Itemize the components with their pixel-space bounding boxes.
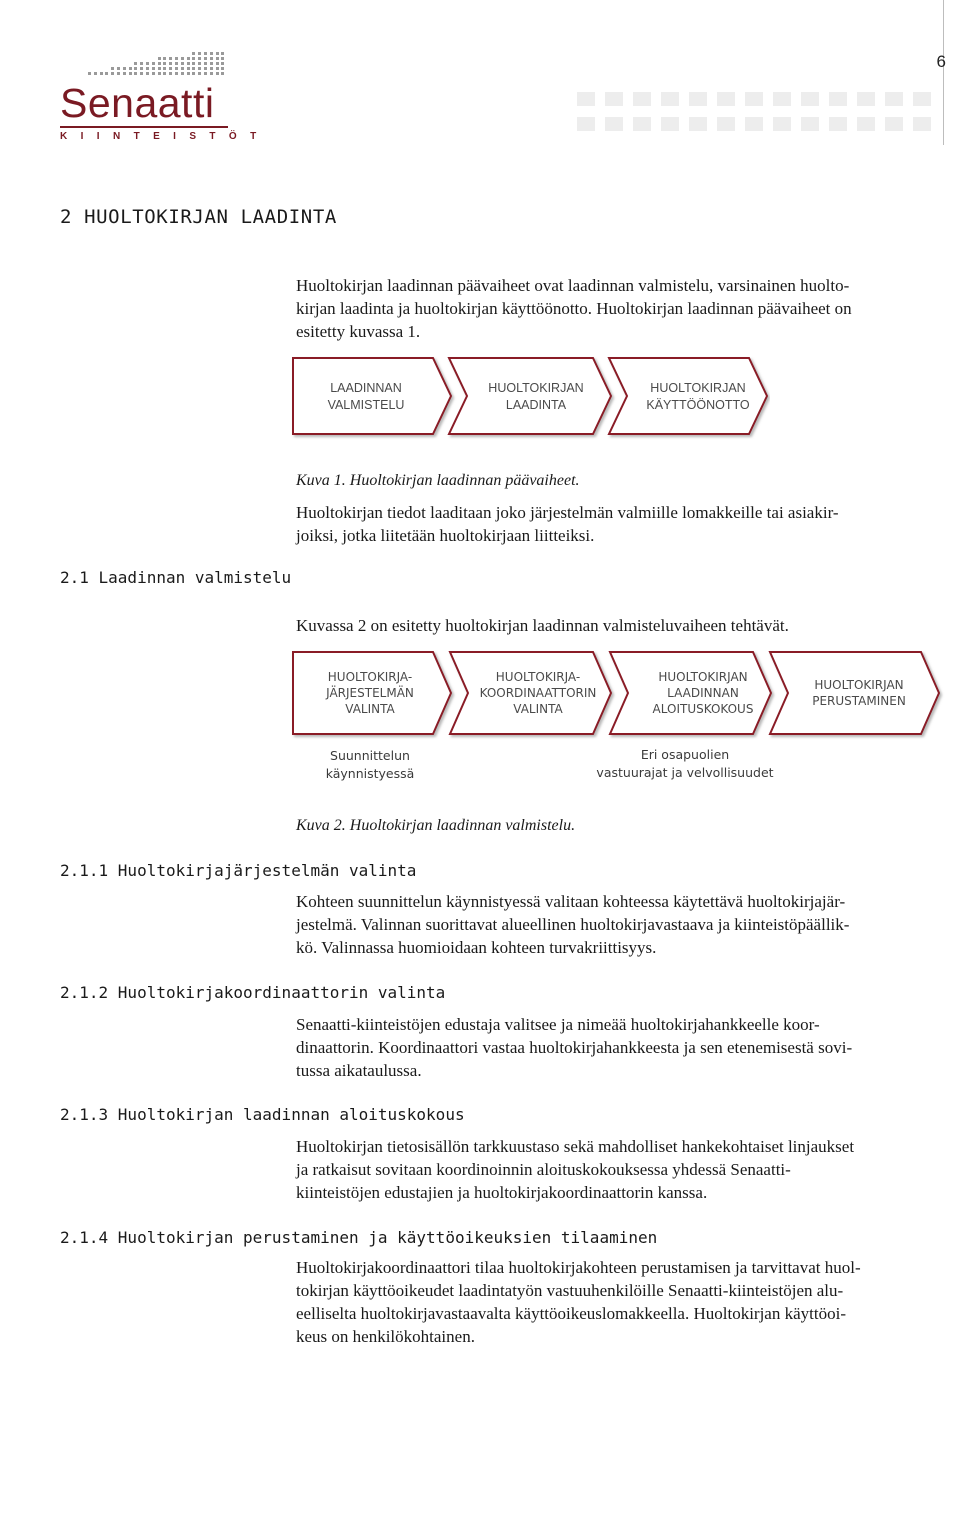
logo-dot	[181, 57, 184, 60]
text-line: eelliselta huoltokirjavastaavalta käyttöoikeuslomakkeella. Huoltokirjan käyttöoi-	[296, 1304, 846, 1323]
decoration-square	[661, 92, 679, 106]
logo-dot	[221, 62, 224, 65]
logo-dot	[105, 72, 108, 75]
logo-brand: Senaatti	[60, 80, 215, 126]
logo-dot	[88, 72, 91, 75]
page-number: 6	[936, 52, 946, 71]
decoration-square	[577, 92, 595, 106]
logo-dot	[221, 67, 224, 70]
text-line: Huoltokirjan tietosisällön tarkkuustaso sekä mahdolliset hankekohtaiset linjaukset	[296, 1137, 855, 1156]
figure1-step-2: HUOLTOKIRJAN LAADINTA	[488, 381, 584, 412]
figure2-step-4: HUOLTOKIRJAN PERUSTAMINEN	[812, 678, 906, 708]
header-divider-line	[943, 0, 944, 145]
text-line: keus on henkilökohtainen.	[296, 1327, 475, 1346]
logo-subtitle: KIINTEISTÖT	[60, 131, 270, 142]
logo-dot	[129, 72, 132, 75]
subsection-2-1-3-paragraph	[296, 1135, 948, 1204]
text-line: kö. Valinnassa huomioidaan kohteen turvakriittisyys.	[296, 938, 657, 957]
logo-dot	[198, 67, 201, 70]
decoration-square	[773, 92, 791, 106]
subsection-heading-2-1-2: 2.1.2 Huoltokirjakoordinaattorin valinta	[60, 983, 446, 1002]
logo-dot	[146, 72, 149, 75]
logo-dot	[198, 72, 201, 75]
subsection-heading-2-1-4: 2.1.4 Huoltokirjan perustaminen ja käyttöoikeuksien tilaaminen	[60, 1228, 658, 1247]
logo-dot	[216, 52, 219, 55]
logo-dot	[204, 52, 207, 55]
logo-dot	[204, 57, 207, 60]
logo-dot	[134, 72, 137, 75]
logo-dot	[192, 52, 195, 55]
logo-dot	[210, 67, 213, 70]
logo-dot	[198, 62, 201, 65]
subsection-2-1-1-paragraph	[296, 890, 948, 959]
decoration-square	[857, 117, 875, 131]
logo-dot	[210, 72, 213, 75]
logo-dot	[216, 72, 219, 75]
logo-dot	[198, 52, 201, 55]
header-decoration-pattern	[577, 92, 937, 132]
text-line: Huoltokirjan tiedot laaditaan joko järjestelmän valmiille lomakkeille tai asiakir-	[296, 503, 839, 522]
decoration-square	[633, 117, 651, 131]
logo-dot	[210, 52, 213, 55]
text-line: jestelmä. Valinnan suorittavat alueellinen huoltokirjavastaava ja kiinteistöpäällik-	[296, 915, 850, 934]
figure2-step-1: HUOLTOKIRJA- JÄRJESTELMÄN VALINTA	[326, 670, 414, 716]
logo-dot	[140, 72, 143, 75]
logo-dot	[221, 57, 224, 60]
logo-dot	[163, 67, 166, 70]
decoration-square	[885, 117, 903, 131]
decoration-square	[745, 92, 763, 106]
logo-dot	[146, 67, 149, 70]
text-line: Kohteen suunnittelun käynnistyessä valitaan kohteessa käytettävä huoltokirjajär-	[296, 892, 846, 911]
logo-dot	[163, 62, 166, 65]
logo-dot	[111, 72, 114, 75]
logo-dot	[152, 62, 155, 65]
logo-dot	[192, 62, 195, 65]
figure2-step-2: HUOLTOKIRJA- KOORDINAATTORIN VALINTA	[479, 670, 597, 716]
decoration-square	[605, 117, 623, 131]
figure2-note-right: Eri osapuolien vastuurajat ja velvollisuudet	[596, 747, 774, 780]
paragraph-after-figure1	[296, 501, 948, 547]
logo-dot	[181, 67, 184, 70]
subsection-2-1-4-paragraph	[296, 1256, 948, 1348]
logo-dot	[187, 67, 190, 70]
logo-dot	[216, 62, 219, 65]
decoration-square	[689, 117, 707, 131]
intro-paragraph	[296, 274, 948, 343]
figure2-note-left: Suunnittelun käynnistyessä	[325, 748, 415, 781]
logo-dot	[198, 57, 201, 60]
logo-dot	[111, 67, 114, 70]
text-line: joiksi, jotka liitetään huoltokirjaan liitteiksi.	[296, 526, 595, 545]
decoration-square	[885, 92, 903, 106]
figure1-step-1: LAADINNAN VALMISTELU	[327, 381, 405, 412]
decoration-square	[745, 117, 763, 131]
logo-dot	[187, 57, 190, 60]
logo-dot	[210, 62, 213, 65]
decoration-square	[829, 92, 847, 106]
logo-dot	[216, 57, 219, 60]
logo-dot	[169, 67, 172, 70]
logo-dot	[163, 57, 166, 60]
logo-dot	[204, 67, 207, 70]
text-line: kirjan laadinta ja huoltokirjan käyttöönotto. Huoltokirjan laadinnan päävaiheet on	[296, 299, 852, 318]
logo-dot	[204, 72, 207, 75]
logo-dot	[158, 62, 161, 65]
logo-underline	[60, 126, 228, 129]
logo-dot	[175, 67, 178, 70]
text-line: ja ratkaisut sovitaan koordinoinnin aloituskokouksessa yhdessä Senaatti-	[296, 1160, 791, 1179]
logo-dot	[140, 67, 143, 70]
decoration-square	[801, 92, 819, 106]
logo-dot	[187, 62, 190, 65]
subsection-heading-2-1-1: 2.1.1 Huoltokirjajärjestelmän valinta	[60, 861, 417, 880]
logo-dot	[210, 57, 213, 60]
subsection-heading-2-1-3: 2.1.3 Huoltokirjan laadinnan aloituskokous	[60, 1105, 465, 1124]
text-line: Huoltokirjakoordinaattori tilaa huoltokirjakohteen perustamisen ja tarvittavat huol-	[296, 1258, 861, 1277]
logo-dot	[123, 72, 126, 75]
figure2-step-3: HUOLTOKIRJAN LAADINNAN ALOITUSKOKOUS	[652, 670, 754, 716]
logo-dot	[152, 67, 155, 70]
decoration-square	[717, 117, 735, 131]
logo-dot	[175, 62, 178, 65]
text-line: Huoltokirjan laadinnan päävaiheet ovat laadinnan valmistelu, varsinainen huolto-	[296, 276, 850, 295]
text-line: kiinteistöjen edustajien ja huoltokirjakoordinaattorin kanssa.	[296, 1183, 708, 1202]
logo-dot	[181, 72, 184, 75]
decoration-square	[661, 117, 679, 131]
logo-dot	[134, 62, 137, 65]
logo-dot	[140, 62, 143, 65]
logo-dot	[169, 62, 172, 65]
decoration-square	[689, 92, 707, 106]
logo-dot	[192, 72, 195, 75]
figure1-step-3: HUOLTOKIRJAN KÄYTTÖÖNOTTO	[646, 381, 750, 412]
decoration-square	[605, 92, 623, 106]
section-heading-2-1: 2.1 Laadinnan valmistelu	[60, 568, 292, 587]
logo-dot	[192, 57, 195, 60]
decoration-square	[913, 92, 931, 106]
logo-dot	[175, 57, 178, 60]
logo-dot	[216, 67, 219, 70]
logo-dot	[221, 72, 224, 75]
text-line: esitetty kuvassa 1.	[296, 322, 421, 341]
logo-dot	[169, 57, 172, 60]
decoration-square	[577, 117, 595, 131]
logo-dot	[175, 72, 178, 75]
text-line: Senaatti-kiinteistöjen edustaja valitsee ja nimeää huoltokirjahankkeelle koor-	[296, 1015, 820, 1034]
decoration-square	[773, 117, 791, 131]
figure1-caption: Kuva 1. Huoltokirjan laadinnan päävaiheet.	[296, 472, 580, 489]
logo-dot	[204, 62, 207, 65]
decoration-square	[717, 92, 735, 106]
logo-dot	[146, 62, 149, 65]
logo-dot	[152, 72, 155, 75]
logo-dot	[123, 67, 126, 70]
text-line: tokirjan käyttöoikeudet laadintatyön vastuuhenkilöille Senaatti-kiinteistöjen alu-	[296, 1281, 844, 1300]
logo-dot	[181, 62, 184, 65]
logo-dot	[117, 67, 120, 70]
logo-dot	[129, 67, 132, 70]
logo-dot	[169, 72, 172, 75]
logo-dot	[158, 57, 161, 60]
logo-dot	[100, 72, 103, 75]
decoration-square	[857, 92, 875, 106]
logo-dot	[158, 72, 161, 75]
decoration-square	[633, 92, 651, 106]
text-line: tussa aikataulussa.	[296, 1061, 422, 1080]
logo-dot	[117, 72, 120, 75]
decoration-square	[913, 117, 931, 131]
text-line: dinaattorin. Koordinaattori vastaa huoltokirjahankkeesta ja sen etenemisestä sovi-	[296, 1038, 853, 1057]
decoration-square	[829, 117, 847, 131]
logo-dot	[192, 67, 195, 70]
logo-dot	[158, 67, 161, 70]
logo-dot	[94, 72, 97, 75]
logo-dot	[134, 67, 137, 70]
subsection-2-1-2-paragraph	[296, 1013, 948, 1082]
decoration-square	[801, 117, 819, 131]
figure2-caption: Kuva 2. Huoltokirjan laadinnan valmistelu.	[296, 817, 576, 834]
logo-dot	[221, 52, 224, 55]
logo-dot	[187, 72, 190, 75]
chapter-heading: 2 HUOLTOKIRJAN LAADINTA	[60, 206, 337, 228]
logo-dot-pattern	[88, 48, 228, 76]
section-2-1-paragraph: Kuvassa 2 on esitetty huoltokirjan laadinnan valmisteluvaiheen tehtävät.	[296, 616, 789, 635]
logo-dot	[163, 72, 166, 75]
